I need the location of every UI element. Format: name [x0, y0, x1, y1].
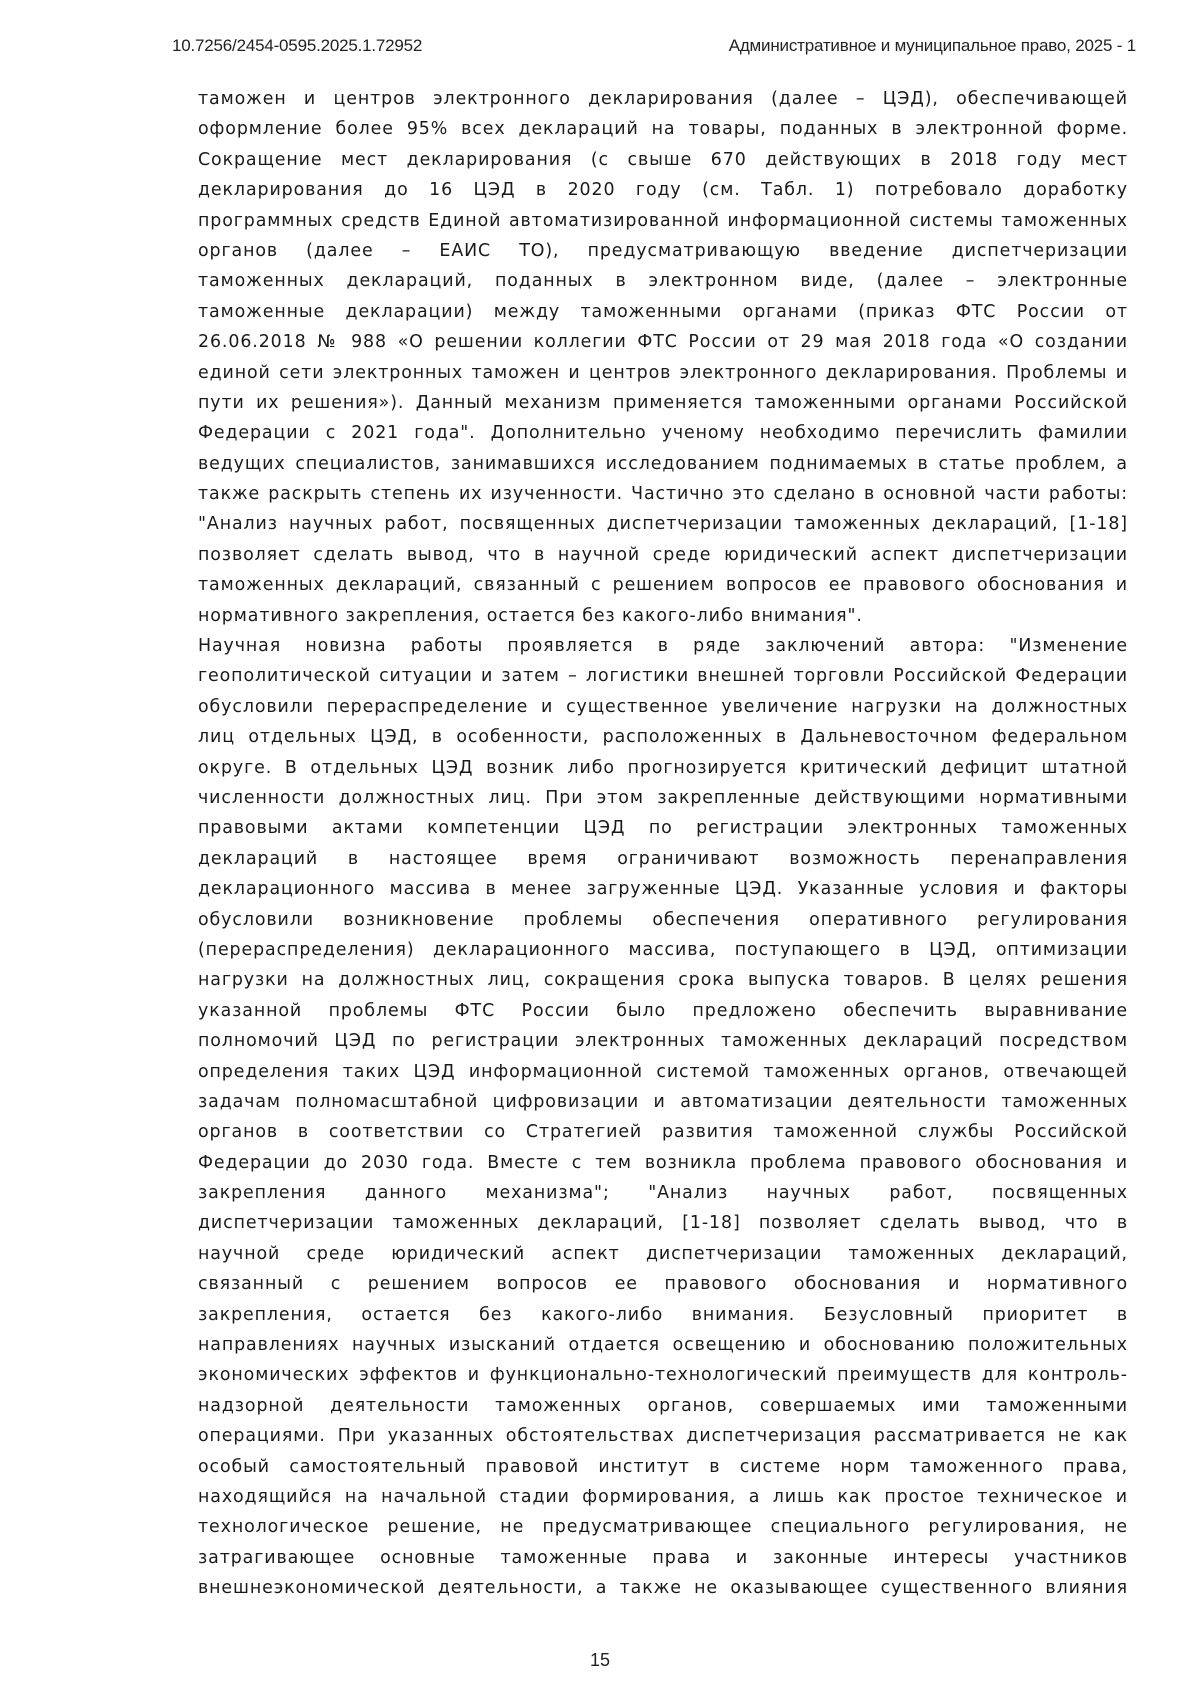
text-line: (перераспределения) декларационного массива, поступающего в ЦЭД, оптимизации	[198, 939, 1128, 960]
text-line: позволяет сделать вывод, что в научной среде юридический аспект диспетчеризации	[198, 544, 1128, 565]
text-line: Федерации с 2021 года". Дополнительно ученому необходимо перечислить фамилии	[198, 423, 1128, 444]
page-header	[172, 36, 1136, 64]
page-number: 15	[589, 1650, 611, 1670]
text-line: операциями. При указанных обстоятельствах диспетчеризация рассматривается не как	[198, 1426, 1128, 1447]
text-line: таможенных деклараций, поданных в электронном виде, (далее – электронные	[198, 271, 1128, 292]
text-line: единой сети электронных таможен и центров электронного декларирования. Проблемы и	[198, 362, 1128, 383]
text-line: также раскрыть степень их изученности. Частично это сделано в основной части работы:	[198, 484, 1128, 505]
text-line: обусловили возникновение проблемы обеспечения оперативного регулирования	[198, 909, 1128, 930]
text-line: указанной проблемы ФТС России было предложено обеспечить выравнивание	[198, 1000, 1128, 1021]
text-line: Научная новизна работы проявляется в ряде заключений автора: "Изменение	[198, 636, 1128, 657]
text-line: "Анализ научных работ, посвященных диспетчеризации таможенных деклараций, [1-18]	[198, 514, 1128, 535]
text-line: технологическое решение, не предусматривающее специального регулирования, не	[198, 1517, 1128, 1538]
text-line: геополитической ситуации и затем – логистики внешней торговли Российской Федерации	[198, 666, 1128, 687]
text-line: нормативного закрепления, остается без какого-либо внимания".	[198, 605, 863, 626]
text-line: декларационного массива в менее загруженные ЦЭД. Указанные условия и факторы	[198, 879, 1128, 900]
text-line: таможенных деклараций, связанный с решением вопросов ее правового обоснования и	[198, 575, 1128, 596]
text-line: внешнеэкономической деятельности, а также не оказывающее существенного влияния	[198, 1578, 1128, 1599]
text-line: Сокращение мест декларирования (с свыше 670 действующих в 2018 году мест	[198, 149, 1128, 170]
text-line: обусловили перераспределение и существенное увеличение нагрузки на должностных	[198, 696, 1128, 717]
text-line: затрагивающее основные таможенные права и законные интересы участников	[198, 1547, 1128, 1568]
text-line: органов (далее – ЕАИС ТО), предусматривающую введение диспетчеризации	[198, 240, 1128, 261]
text-line: диспетчеризации таможенных деклараций, [1-18] позволяет сделать вывод, что в	[198, 1213, 1128, 1234]
text-line: научной среде юридический аспект диспетчеризации таможенных деклараций,	[198, 1243, 1128, 1264]
text-line: нагрузки на должностных лиц, сокращения срока выпуска товаров. В целях решения	[198, 970, 1128, 991]
journal-title: Административное и муниципальное право, 2025 - 1	[728, 36, 1136, 55]
text-line: правовыми актами компетенции ЦЭД по регистрации электронных таможенных	[198, 818, 1128, 839]
text-line: экономических эффектов и функционально-технологический преимуществ для контроль-	[198, 1365, 1128, 1386]
text-line: закрепления данного механизма"; "Анализ научных работ, посвященных	[198, 1183, 1128, 1204]
text-line: программных средств Единой автоматизированной информационной системы таможенных	[198, 210, 1128, 231]
text-line: таможен и центров электронного декларирования (далее – ЦЭД), обеспечивающей	[198, 89, 1128, 109]
text-line: полномочий ЦЭД по регистрации электронных таможенных деклараций посредством	[198, 1031, 1128, 1052]
text-line: 26.06.2018 № 988 «О решении коллегии ФТС России от 29 мая 2018 года «О создании	[198, 332, 1128, 353]
text-line: Федерации до 2030 года. Вместе с тем возникла проблема правового обоснования и	[198, 1152, 1128, 1173]
text-line: находящийся на начальной стадии формирования, а лишь как простое техническое и	[198, 1486, 1128, 1507]
text-line: оформление более 95% всех деклараций на товары, поданных в электронной форме.	[198, 119, 1128, 140]
doi-label: 10.7256/2454-0595.2025.1.72952	[172, 36, 423, 55]
text-line: ведущих специалистов, занимавшихся исследованием поднимаемых в статье проблем, а	[198, 453, 1128, 474]
text-line: задачам полномасштабной цифровизации и автоматизации деятельности таможенных	[198, 1091, 1128, 1112]
text-line: деклараций в настоящее время ограничивают возможность перенаправления	[198, 848, 1128, 869]
text-line: особый самостоятельный правовой институт в системе норм таможенного права,	[198, 1456, 1128, 1477]
text-line: лиц отдельных ЦЭД, в особенности, расположенных в Дальневосточном федеральном	[198, 727, 1128, 748]
text-line: определения таких ЦЭД информационной системой таможенных органов, отвечающей	[198, 1061, 1128, 1082]
text-line: закрепления, остается без какого-либо внимания. Безусловный приоритет в	[198, 1304, 1128, 1325]
text-line: округе. В отдельных ЦЭД возник либо прогнозируется критический дефицит штатной	[198, 757, 1128, 778]
text-line: надзорной деятельности таможенных органов, совершаемых ими таможенными	[198, 1395, 1128, 1416]
article-body	[198, 84, 1128, 1604]
text-line: направлениях научных изысканий отдается освещению и обоснованию положительных	[198, 1335, 1128, 1356]
text-line: таможенные декларации) между таможенными органами (приказ ФТС России от	[198, 301, 1128, 322]
text-line: органов в соответствии со Стратегией развития таможенной службы Российской	[198, 1122, 1128, 1143]
text-line: численности должностных лиц. При этом закрепленные действующими нормативными	[198, 787, 1128, 808]
text-line: пути их решения»). Данный механизм применяется таможенными органами Российской	[198, 392, 1128, 413]
text-line: декларирования до 16 ЦЭД в 2020 году (см. Табл. 1) потребовало доработку	[198, 180, 1128, 201]
text-line: связанный с решением вопросов ее правового обоснования и нормативного	[198, 1274, 1128, 1295]
